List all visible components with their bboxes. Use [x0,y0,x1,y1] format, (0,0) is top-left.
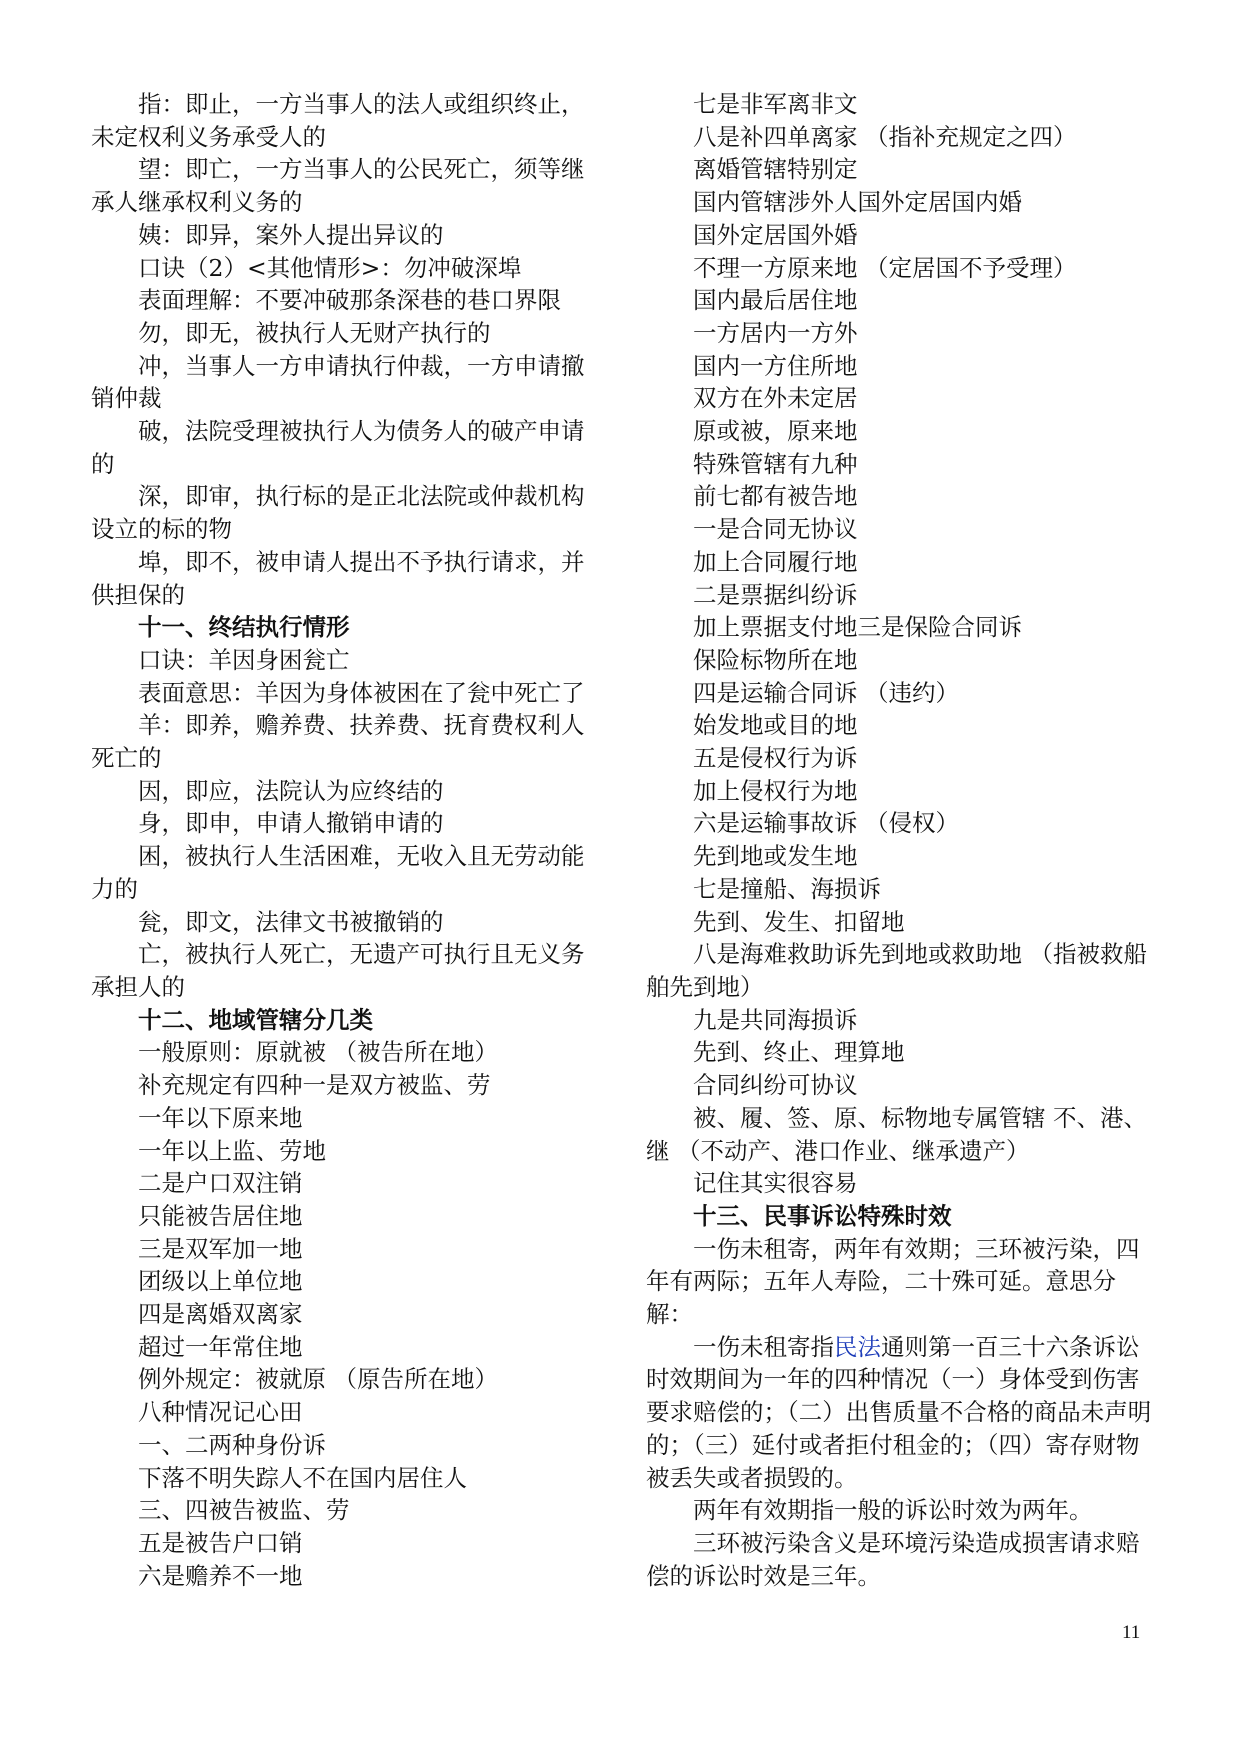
paragraph: 姨：即异，案外人提出异议的 [138,220,444,249]
paragraph: 一、二两种身份诉 [138,1430,326,1459]
paragraph: 七是非军离非文 [693,90,858,118]
paragraph: 八是海难救助诉先到地或救助地 （指被救船舶先到地） [646,940,1147,1001]
paragraph: 八是补四单离家 （指补充规定之四） [693,122,1077,151]
paragraph: 指：即止，一方当事人的法人或组织终止，未定权利义务承受人的 [91,90,585,151]
paragraph: 特殊管辖有九种 [693,449,858,478]
paragraph: 深，即审，执行标的是正北法院或仲裁机构设立的标的物 [91,482,585,544]
paragraph: 九是共同海损诉 [693,1005,858,1034]
paragraph: 原或被，原来地 [693,417,858,446]
paragraph: 超过一年常住地 [138,1332,303,1361]
paragraph: 保险标物所在地 [693,645,858,674]
paragraph: 一方居内一方外 [693,318,858,347]
paragraph: 一年以下原来地 [138,1103,303,1132]
paragraph: 国内最后居住地 [693,286,858,315]
paragraph: 表面理解：不要冲破那条深巷的巷口界限 [138,286,561,315]
paragraph: 只能被告居住地 [138,1201,303,1230]
left-column [91,88,605,1592]
paragraph: 加上合同履行地 [693,547,858,576]
paragraph: 四是运输合同诉 （违约） [693,678,959,707]
paragraph: 身，即申，申请人撤销申请的 [138,809,444,838]
paragraph: 二是户口双注销 [138,1169,303,1198]
paragraph: 口诀：羊因身困瓮亡 [138,645,350,674]
paragraph: 团级以上单位地 [138,1267,303,1296]
paragraph: 亡，被执行人死亡，无遗产可执行且无义务承担人的 [91,940,585,1001]
paragraph: 三、四被告被监、劳 [138,1496,350,1525]
paragraph: 三是双军加一地 [138,1234,303,1263]
paragraph: 一伤未租寄，两年有效期；三环被污染，四年有两际；五年人寿险，二十殊可延。意思分解： [646,1234,1140,1329]
paragraph: 国内一方住所地 [693,351,858,380]
paragraph: 下落不明失踪人不在国内居住人 [138,1463,467,1492]
paragraph: 加上票据支付地三是保险合同诉 [693,613,1022,642]
term-link[interactable]: 民法 [834,1332,881,1361]
paragraph: 二是票据纠纷诉 [693,580,858,609]
paragraph: 一年以上监、劳地 [138,1136,326,1165]
paragraph: 被、履、签、原、标物地专属管辖 不、港、继 （不动产、港口作业、继承遗产） [646,1103,1147,1165]
paragraph: 冲，当事人一方申请执行仲裁，一方申请撤销仲裁 [91,351,585,413]
page-number: 11 [1122,1622,1141,1643]
paragraph: 一般原则：原就被 （被告所在地） [138,1038,498,1067]
section-heading: 十二、地域管辖分几类 [138,1005,373,1034]
paragraph: 补充规定有四种一是双方被监、劳 [138,1071,491,1100]
paragraph: 始发地或目的地 [693,711,858,740]
paragraph: 埠，即不，被申请人提出不予执行请求，并供担保的 [91,547,585,609]
section-heading: 十三、民事诉讼特殊时效 [693,1201,952,1230]
paragraph: 一是合同无协议 [693,515,858,544]
paragraph: 前七都有被告地 [693,482,858,511]
paragraph: 先到、终止、理算地 [693,1038,905,1067]
paragraph: 口诀（2）<其他情形>：勿冲破深埠 [138,253,522,282]
paragraph: 合同纠纷可协议 [693,1071,858,1100]
paragraph: 八种情况记心田 [138,1398,303,1427]
right-column [646,88,1160,1592]
paragraph: 双方在外未定居 [693,384,858,413]
paragraph: 三环被污染含义是环境污染造成损害请求赔偿的诉讼时效是三年。 [646,1528,1140,1590]
paragraph: 两年有效期指一般的诉讼时效为两年。 [693,1496,1093,1525]
paragraph: 表面意思：羊因为身体被困在了瓮中死亡了 [138,678,585,707]
paragraph: 国外定居国外婚 [693,220,858,249]
paragraph: 瓮，即文，法律文书被撤销的 [138,907,444,936]
paragraph: 五是被告户口销 [138,1528,303,1557]
paragraph: 先到、发生、扣留地 [693,907,905,936]
section-heading: 十一、终结执行情形 [138,613,350,642]
paragraph-text: 通则第一百三十六条诉讼时效期间为一年的四种情况（一）身体受到伤害要求赔偿的；（二）出售质量不合格的商品未声明的；（三）延付或者拒付租金的；（四）寄存财物被丢失或者损毁的。 [646,1332,1152,1492]
paragraph-text: 一伤未租寄指 [693,1332,834,1361]
paragraph: 离婚管辖特别定 [693,155,858,184]
paragraph: 国内管辖涉外人国外定居国内婚 [693,188,1022,217]
paragraph: 四是离婚双离家 [138,1300,303,1329]
paragraph: 六是赡养不一地 [138,1561,303,1590]
paragraph: 困，被执行人生活困难，无收入且无劳动能力的 [91,842,585,903]
paragraph: 六是运输事故诉 （侵权） [693,809,959,838]
paragraph: 羊：即养，赡养费、扶养费、抚育费权利人死亡的 [91,711,585,773]
paragraph: 记住其实很容易 [693,1169,858,1198]
paragraph: 破，法院受理被执行人为债务人的破产申请的 [91,417,585,478]
paragraph: 不理一方原来地 （定居国不予受理） [693,253,1077,282]
paragraph: 望：即亡，一方当事人的公民死亡，须等继承人继承权利义务的 [91,155,585,217]
paragraph: 勿，即无，被执行人无财产执行的 [138,318,491,347]
paragraph: 五是侵权行为诉 [693,744,858,773]
paragraph: 加上侵权行为地 [693,776,858,805]
paragraph: 七是撞船、海损诉 [693,874,881,903]
paragraph [646,1331,1160,1495]
paragraph: 例外规定：被就原 （原告所在地） [138,1365,498,1394]
paragraph: 先到地或发生地 [693,842,858,871]
paragraph: 因，即应，法院认为应终结的 [138,776,444,805]
